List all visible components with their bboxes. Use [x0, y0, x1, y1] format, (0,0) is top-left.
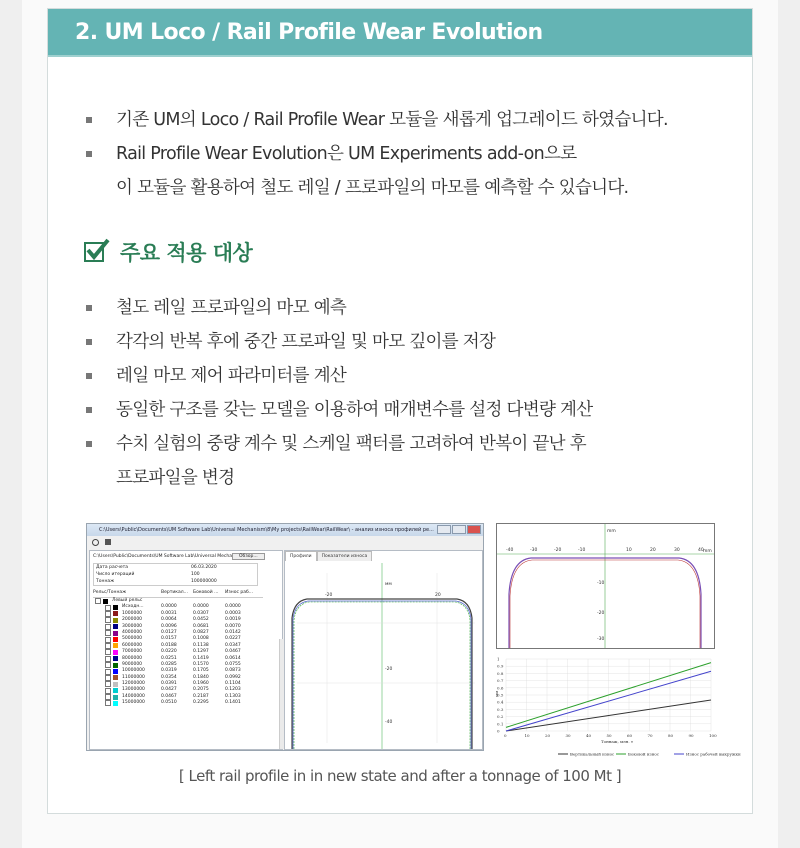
y-tick-label: 0 [497, 728, 500, 734]
color-swatch [113, 624, 118, 629]
left-pane [89, 550, 283, 750]
table-row: 7000000 0.0220 0.1297 0.0467 [93, 649, 263, 655]
x-tick-label: 70 [647, 733, 653, 738]
x-tick-label: 60 [627, 733, 633, 738]
x-tick-label: 10 [626, 548, 632, 553]
legend-label: Боковой износ [628, 751, 660, 757]
color-swatch [113, 688, 118, 693]
color-swatch [113, 682, 118, 687]
x-tick-label: -40 [506, 548, 514, 553]
minimize-icon [437, 525, 451, 534]
x-tick-label: -30 [530, 548, 538, 553]
y-tick-label: 0.1 [497, 721, 504, 727]
list-item: 각각의 반복 후에 중간 프로파일 및 마모 깊이를 저장 [48, 325, 748, 359]
legend-label: Износ рабочей выкружки [686, 751, 741, 757]
y-tick-label: 0.9 [497, 663, 504, 669]
table-row: Исходн... 0.0000 0.0000 0.0000 [93, 604, 263, 610]
bullet-icon [86, 407, 92, 413]
x-tick-label: 20 [545, 733, 551, 738]
info-table: Дата расчета 06.03.2020 Число итераций 100 Тоннаж 100000000 [93, 563, 258, 586]
x-tick-label: 30 [565, 733, 571, 738]
tab-wear-indicators: Показатели износа [317, 551, 373, 561]
y-tick-label: -30 [597, 637, 605, 642]
row-checkbox [105, 649, 111, 655]
color-swatch [113, 637, 118, 642]
table-row: 14000000 0.0467 0.2187 0.1303 [93, 694, 263, 700]
legend-label: Вертикальный износ [570, 751, 615, 757]
table-row: 13000000 0.0427 0.2075 0.1203 [93, 687, 263, 693]
section-title: 2. UM Loco / Rail Profile Wear Evolution [48, 9, 752, 57]
row-checkbox [105, 675, 111, 681]
svg-text:20: 20 [435, 593, 441, 598]
x-tick-label: -10 [578, 548, 586, 553]
x-tick-label: 40 [586, 733, 592, 738]
svg-text:-40: -40 [385, 720, 393, 725]
x-tick-label: -20 [554, 548, 562, 553]
rail-table-header: Рельс/Тоннаж Вертикал... Боковой ... Износ раб... [93, 589, 263, 598]
figure-caption: [ Left rail profile in in new state and after a tonnage of 100 Mt ] [178, 767, 622, 785]
table-row: 11000000 0.0354 0.1840 0.0992 [93, 675, 263, 681]
tab-profiles: Профили [285, 551, 317, 561]
targets-list [48, 291, 748, 495]
right-pane [284, 550, 483, 750]
path-row: C:\Users\Public\Documents\UM Software Lab\Universal Mecha Обзор... [90, 551, 282, 561]
color-swatch [113, 656, 118, 661]
stop-icon [105, 539, 111, 545]
x-tick-label: 10 [524, 733, 530, 738]
row-checkbox [105, 669, 111, 675]
content-card [47, 8, 753, 814]
y-tick-label: 1 [497, 656, 500, 662]
subheading [84, 234, 252, 270]
x-tick-label: 90 [688, 733, 694, 738]
svg-text:mm: mm [607, 529, 616, 534]
svg-text:-20: -20 [325, 593, 333, 598]
row-checkbox [105, 688, 111, 694]
close-icon [467, 525, 481, 534]
bullet-icon [86, 441, 92, 447]
table-row: 5000000 0.0157 0.1008 0.0227 [93, 636, 263, 642]
y-tick-label: 0.4 [497, 699, 504, 705]
list-item: 수치 실험의 중량 계수 및 스케일 팩터를 고려하여 반복이 끝난 후 프로파일을 변경 [48, 427, 748, 495]
intro-list [48, 103, 748, 205]
wear-ylabel: мм [494, 690, 499, 697]
x-tick-label: 50 [606, 733, 612, 738]
x-tick-label: 100 [709, 733, 717, 738]
table-row: 10000000 0.0319 0.1705 0.0873 [93, 668, 263, 674]
color-swatch [113, 643, 118, 648]
bullet-icon [86, 339, 92, 345]
table-row: 4000000 0.0127 0.0827 0.0142 [93, 630, 263, 636]
table-row: 12000000 0.0391 0.1960 0.1104 [93, 681, 263, 687]
list-item: Rail Profile Wear Evolution은 UM Experiments add-on으로 이 모듈을 활용하여 철도 레일 / 프로파일의 마모를 예측할 수 있습니다. [48, 137, 748, 205]
x-tick-label: 30 [674, 548, 680, 553]
wear-chart [494, 655, 741, 759]
row-checkbox [105, 694, 111, 700]
list-item: 철도 레일 프로파일의 마모 예측 [48, 291, 748, 325]
browse-button: Обзор... [232, 553, 265, 560]
table-row: 6000000 0.0188 0.1138 0.0347 [93, 643, 263, 649]
row-checkbox [105, 656, 111, 662]
software-screenshot [86, 523, 484, 751]
svg-text:mm: mm [703, 549, 712, 554]
row-checkbox [105, 624, 111, 630]
rail-group-row: Левый рельс [93, 598, 263, 604]
table-row: 8000000 0.0251 0.1419 0.0614 [93, 656, 263, 662]
x-tick-label: 80 [668, 733, 674, 738]
wear-xlabel: Тоннаж, млн. т [601, 739, 634, 744]
row-checkbox [105, 605, 111, 611]
table-row: 3000000 0.0096 0.0681 0.0070 [93, 624, 263, 630]
record-icon [92, 539, 99, 546]
row-checkbox [105, 637, 111, 643]
subheading-title: 주요 적용 대상 [120, 241, 253, 265]
svg-text:-20: -20 [385, 667, 393, 672]
color-swatch [113, 663, 118, 668]
color-swatch [113, 695, 118, 700]
row-checkbox [105, 681, 111, 687]
bullet-icon [86, 305, 92, 311]
wear-chart-svg [494, 655, 741, 759]
y-tick-label: 0.6 [497, 685, 504, 691]
x-tick-label: 0 [504, 733, 507, 738]
color-swatch [113, 650, 118, 655]
color-swatch [113, 701, 118, 706]
color-swatch [113, 605, 118, 610]
toolbar [87, 536, 483, 548]
table-row: 15000000 0.0510 0.2295 0.1401 [93, 700, 263, 706]
color-swatch [113, 611, 118, 616]
row-checkbox [105, 643, 111, 649]
y-tick-label: 0.2 [497, 714, 504, 720]
row-checkbox [105, 611, 111, 617]
bullet-icon [86, 151, 92, 157]
profile-plot [287, 563, 481, 749]
rail-table [93, 589, 263, 707]
color-swatch [113, 675, 118, 680]
color-swatch [113, 618, 118, 623]
x-tick-label: 40 [698, 548, 704, 553]
bullet-icon [86, 373, 92, 379]
color-swatch [113, 631, 118, 636]
checkbox-check-icon [84, 242, 104, 262]
list-item: 레일 마모 제어 파라미터를 계산 [48, 359, 748, 393]
profile-chart [496, 523, 715, 649]
table-row: 2000000 0.0064 0.0452 0.0019 [93, 617, 263, 623]
y-tick-label: 0.8 [497, 670, 504, 676]
y-tick-label: 0.7 [497, 678, 504, 684]
row-checkbox [105, 617, 111, 623]
maximize-icon [452, 525, 466, 534]
row-checkbox [105, 700, 111, 706]
table-row: 1000000 0.0031 0.0307 0.0003 [93, 611, 263, 617]
y-tick-label: 0.5 [497, 692, 504, 698]
x-tick-label: 20 [650, 548, 656, 553]
bullet-icon [86, 117, 92, 123]
y-tick-label: 0.3 [497, 706, 504, 712]
svg-text:мм: мм [385, 582, 392, 587]
list-item: 동일한 구조를 갖는 모델을 이용하여 매개변수를 설정 다변량 계산 [48, 393, 748, 427]
list-item: 기존 UM의 Loco / Rail Profile Wear 모듈을 새롭게 업그레이드 하였습니다. [48, 103, 748, 137]
table-row: 9000000 0.0285 0.1570 0.0755 [93, 662, 263, 668]
row-checkbox [105, 630, 111, 636]
y-tick-label: -20 [597, 611, 605, 616]
y-tick-label: -10 [597, 581, 605, 586]
color-swatch [113, 669, 118, 674]
profile-chart-svg [497, 524, 714, 648]
row-checkbox [105, 662, 111, 668]
window-title-bar: C:\Users\Public\Documents\UM Software Lab\Universal Mechanism\8\My projects\RailWear\RailWear\ - анализ износа профилей ре... [87, 524, 483, 536]
